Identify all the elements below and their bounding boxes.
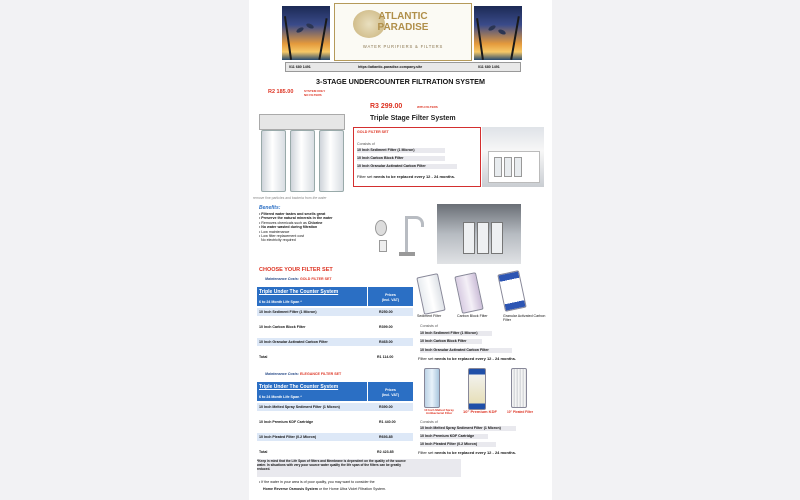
- system-price: R2 185.00: [268, 89, 294, 95]
- brand-line1: ATLANTIC: [378, 11, 428, 22]
- contact-bar: [285, 62, 521, 72]
- system-note-1: SYSTEM ONLY: [304, 89, 326, 93]
- benefits-title: Benefits:: [259, 205, 281, 211]
- elegance-list-replace: Filter set needs to be replaced every 12 - 24 months.: [418, 450, 517, 455]
- table-row: 10 Inch Premium KDF Cartridge: [259, 420, 314, 424]
- photo-caption: remove fine particles and bacteria from the water: [253, 196, 327, 200]
- bottom-note-line2: Home Reverse Osmosis System or the Home Ultra Violet Filtration System.: [263, 487, 386, 491]
- table-row: 10 Inch Sediment Filter (1 Micron): [259, 310, 317, 314]
- table-total-label: Total: [259, 450, 268, 454]
- bottom-note-line1: • If the water in your area is of poor quality, you may want to consider the: [259, 480, 375, 484]
- flyer-page: [249, 0, 552, 500]
- melt-spray-filter-image: [424, 368, 440, 408]
- elegance-table-subheader: 6 to 24 Month Life Span *: [259, 395, 302, 399]
- table-row: 10 Inch Carbon Block Filter: [259, 325, 306, 329]
- gold-price-header: Prices: [385, 293, 396, 297]
- benefit-item: • Low maintenance: [259, 229, 290, 234]
- dolphin-photo-left: [282, 6, 330, 60]
- gold-set-item: 10 Inch Granular Activated Carbon Filter: [357, 164, 457, 169]
- elegance-img-label: 10" Pleated Filter: [507, 410, 533, 414]
- page-title: 3-STAGE UNDERCOUNTER FILTRATION SYSTEM: [316, 77, 485, 86]
- gold-table-subheader: 6 to 24 Month Life Span *: [259, 300, 302, 304]
- table-price: R390.00: [379, 405, 393, 409]
- brand-tagline: WATER PURIFIERS & FILTERS: [362, 44, 444, 49]
- table-total-label: Total: [259, 355, 268, 359]
- table-row: 10 Inch Granular Activated Carbon Filter: [259, 340, 328, 344]
- gold-filter-set-box: [353, 127, 481, 187]
- gold-price-sub: (Incl. VAT): [381, 298, 400, 302]
- table-price: R693.85: [379, 435, 393, 439]
- kitchen-photo: [482, 127, 544, 187]
- gold-set-title: GOLD FILTER SET: [357, 130, 389, 134]
- elegance-img-label: 10 Inch Melted Spray Antibacterial Filter: [424, 408, 454, 416]
- elegance-maint-label: Maintenance Costs: ELEGANCE FILTER SET: [265, 372, 342, 376]
- gold-img-label: Sediment Filter: [417, 314, 442, 318]
- brand-logo: [334, 3, 472, 61]
- gold-set-consists: Consists of: [357, 142, 375, 146]
- website[interactable]: https://atlantic-paradise.company.site: [358, 65, 423, 69]
- with-filters-price: R3 299.00: [370, 103, 403, 110]
- gold-list-item: 10 Inch Carbon Block Filter: [420, 339, 482, 344]
- benefit-item: No electricity required: [261, 238, 296, 243]
- benefit-item: • No water wasted during filtration: [259, 225, 318, 230]
- phone-right: 011 680 1491: [478, 65, 500, 69]
- gold-maint-label: Maintenance Costs: GOLD FILTER SET: [265, 277, 332, 281]
- gold-img-label: Carbon Block Filter: [457, 314, 488, 318]
- table-price: R399.00: [379, 325, 393, 329]
- table-price: R465.00: [379, 340, 393, 344]
- system-note-2: NO FILTERS: [304, 93, 322, 97]
- brand-line2: PARADISE: [377, 22, 429, 33]
- gold-set-replace: Filter set needs to be replaced every 12 - 24 months.: [357, 174, 456, 179]
- gold-list-item: 10 Inch Sediment Filter (1 Micron): [420, 331, 492, 336]
- benefit-item: • Preserve the natural minerals in the water: [259, 216, 333, 221]
- elegance-table-header: Triple Under The Counter System: [259, 384, 339, 390]
- table-row: 10 Inch Pleated Filter (0.2 Micron): [259, 435, 317, 439]
- phone-left: 011 680 1491: [289, 65, 311, 69]
- sediment-filter-image: [416, 273, 445, 315]
- gold-list-replace: Filter set needs to be replaced every 12 - 24 months.: [418, 356, 517, 361]
- choose-heading: CHOOSE YOUR FILTER SET: [259, 267, 333, 273]
- elegance-list-item: 10 Inch Pleated Filter (0.2 Micron): [420, 442, 496, 447]
- dolphin-photo-right: [474, 6, 522, 60]
- benefit-item: • Removes chemicals such as Chlorine: [259, 220, 323, 225]
- elegance-list-item: 10 Inch Premium KDF Cartridge: [420, 434, 488, 439]
- gold-set-item: 10 Inch Carbon Block Filter: [357, 156, 445, 161]
- gold-img-label: Granular Activated Carbon Filter: [503, 314, 546, 322]
- elegance-img-label: 10" Premium KDF: [463, 409, 497, 414]
- table-total: R1 114.00: [377, 355, 394, 359]
- footnote-line: reduced.: [257, 467, 271, 471]
- carbon-block-filter-image: [454, 272, 483, 314]
- gac-filter-image: [497, 270, 526, 312]
- table-total: R2 423.85: [377, 450, 394, 454]
- benefits-list: [259, 212, 369, 243]
- footnote-line: water. In situations with very poor source water quality the life span of the filters can be greatly: [257, 463, 402, 467]
- gold-table-header: Triple Under The Counter System: [259, 289, 339, 295]
- kdf-filter-image: [468, 368, 486, 410]
- filter-system-image: [257, 100, 347, 192]
- with-filters-note: WITH FILTERS: [417, 105, 438, 109]
- tap-accessories-image: [371, 210, 431, 266]
- footnote: [257, 459, 461, 477]
- table-row: 10 Inch Melted Spray Sediment Filter (1 Micron): [259, 405, 340, 409]
- footnote-line: *Keep in mind that the Life Span of filters and Membrane is dependent on the quality of the source: [257, 459, 406, 463]
- gold-list-consists: Consists of: [420, 324, 438, 328]
- gold-set-item: 10 Inch Sediment Filter (1 Micron): [357, 148, 445, 153]
- elegance-list-item: 10 Inch Melted Spray Sediment Filter (1 Micron): [420, 426, 516, 431]
- product-name: Triple Stage Filter System: [370, 115, 456, 122]
- pleated-filter-image: [511, 368, 527, 408]
- elegance-price-header: Prices: [385, 388, 396, 392]
- benefit-item: • Filtered water tastes and smells great: [259, 212, 326, 216]
- table-price: R1 440.00: [379, 420, 396, 424]
- under-sink-photo: [437, 204, 521, 264]
- benefit-item: • Low filter replacement cost: [259, 234, 305, 239]
- elegance-list-consists: Consists of: [420, 420, 438, 424]
- elegance-price-sub: (Incl. VAT): [381, 393, 400, 397]
- gold-list-item: 10 Inch Granular Activated Carbon Filter: [420, 348, 512, 353]
- table-price: R250.00: [379, 310, 393, 314]
